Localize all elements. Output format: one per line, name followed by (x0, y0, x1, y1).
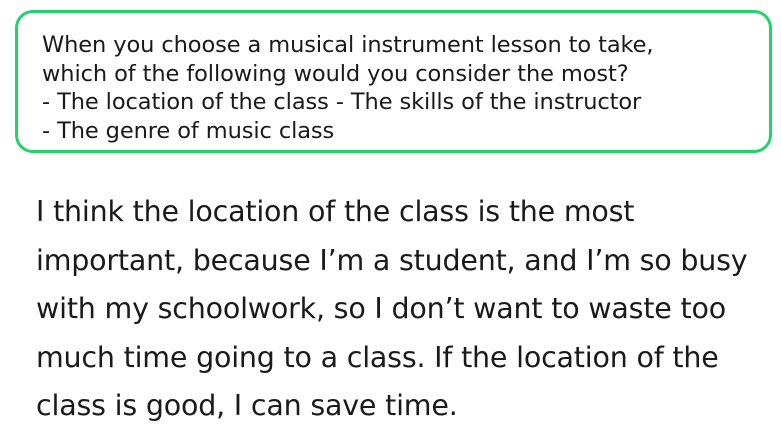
answer-text (36, 188, 776, 431)
question-option-line: - The location of the class - The skills of the instructor (42, 89, 642, 115)
answer-line: class is good, I can save time. (36, 389, 458, 422)
answer-line: with my schoolwork, so I don’t want to waste too (36, 292, 726, 325)
question-line: which of the following would you consider the most? (42, 60, 629, 87)
question-line: When you choose a musical instrument lesson to take, (42, 32, 654, 58)
answer-line: much time going to a class. If the location of the (36, 340, 719, 374)
answer-line: important, because I’m a student, and I’m so busy (36, 243, 748, 277)
question-option-line: - The genre of music class (42, 117, 335, 144)
answer-line: I think the location of the class is the most (36, 195, 635, 228)
question-box (15, 10, 772, 153)
